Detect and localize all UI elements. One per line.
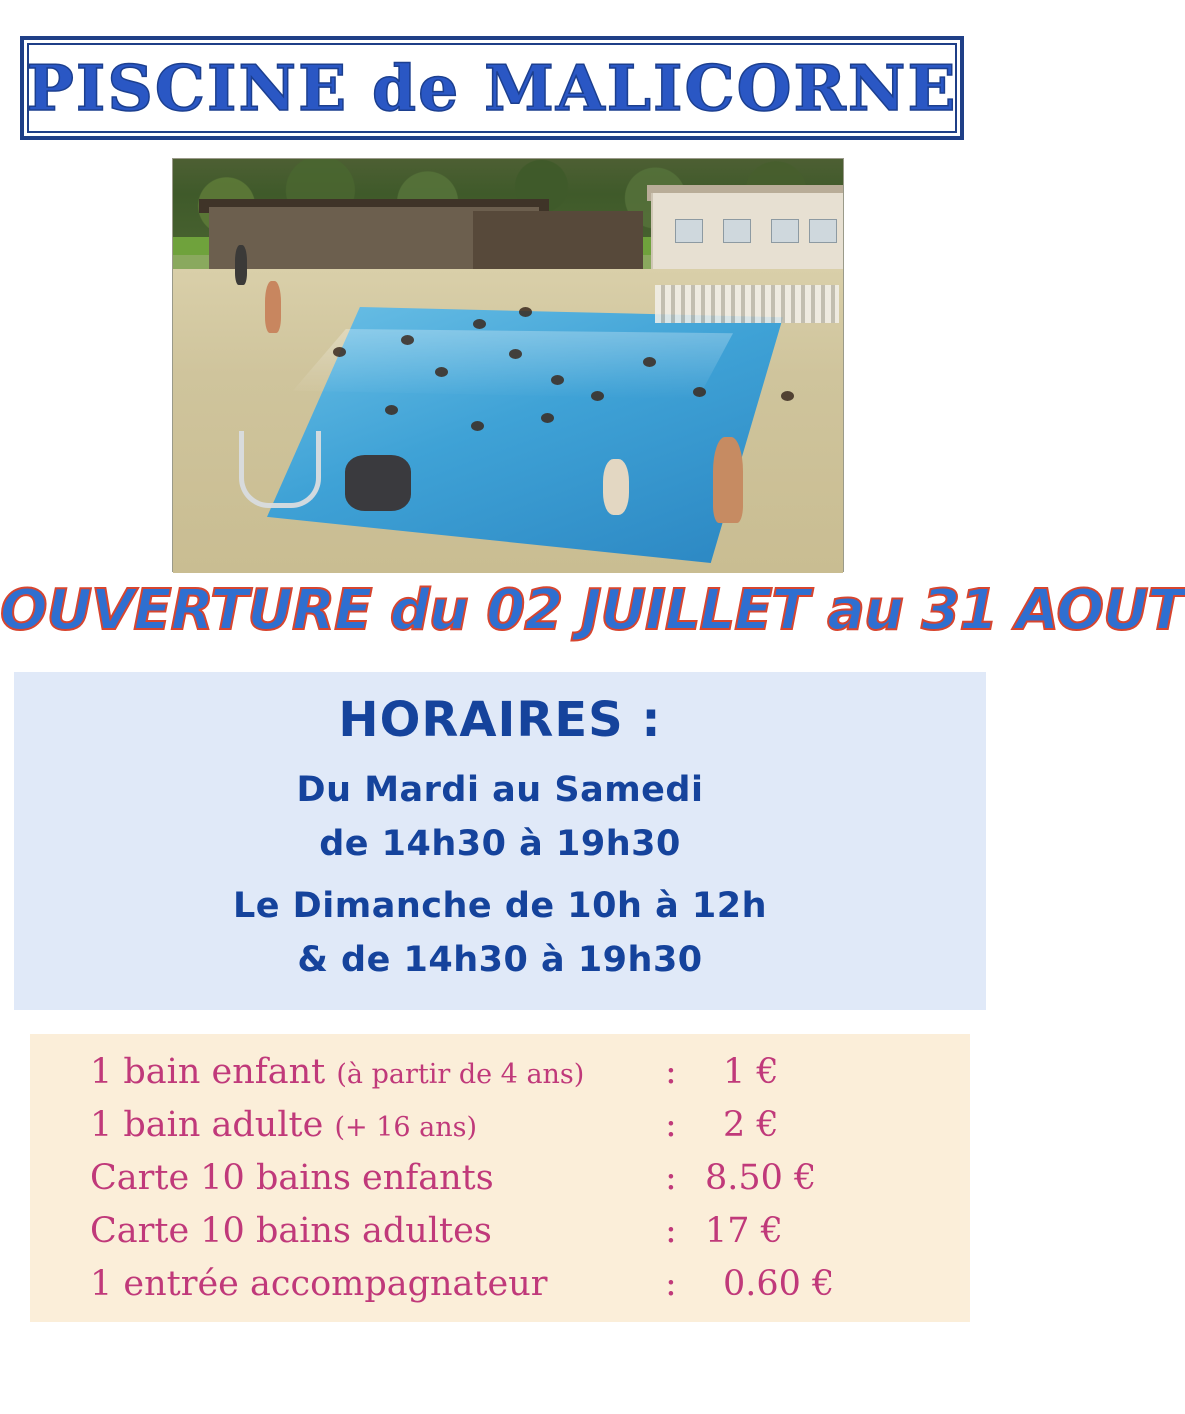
price-separator: : [665, 1158, 677, 1198]
photo-swimmer [519, 307, 532, 317]
photo-swimmer [333, 347, 346, 357]
schedule-heading: HORAIRES : [338, 692, 662, 748]
photo-swimmer [693, 387, 706, 397]
price-separator: : [665, 1211, 677, 1251]
photo-person-standing [265, 281, 281, 333]
pool-photo-image [173, 159, 843, 571]
schedule-line-4: & de 14h30 à 19h30 [297, 940, 703, 980]
price-value: 1 € [723, 1052, 779, 1092]
price-row [90, 1105, 944, 1145]
title-banner-inner [27, 43, 957, 133]
photo-swimmer [473, 319, 486, 329]
photo-swimmer [781, 391, 794, 401]
price-label-note: (à partir de 4 ans) [336, 1059, 585, 1090]
price-label-note: (+ 16 ans) [334, 1112, 478, 1143]
price-row [90, 1052, 944, 1092]
page-title: PISCINE de MALICORNE [26, 50, 958, 125]
price-row [90, 1264, 944, 1304]
schedule-block [14, 672, 986, 1010]
price-label-text: Carte 10 bains enfants [90, 1158, 494, 1198]
price-label [90, 1158, 665, 1198]
price-label [90, 1264, 665, 1304]
price-separator: : [665, 1105, 677, 1145]
photo-swimmer [471, 421, 484, 431]
price-row [90, 1211, 944, 1251]
schedule-line-1: Du Mardi au Samedi [296, 770, 704, 810]
price-label [90, 1105, 665, 1145]
price-list [30, 1034, 970, 1322]
photo-person-group [345, 455, 411, 511]
photo-fence [655, 285, 839, 323]
photo-window [771, 219, 799, 243]
schedule-line-2: de 14h30 à 19h30 [319, 824, 681, 864]
photo-swimmer [551, 375, 564, 385]
photo-swimmer [643, 357, 656, 367]
opening-dates: OUVERTURE du 02 JUILLET au 31 AOUT [0, 578, 1185, 643]
price-value: 17 € [705, 1211, 783, 1251]
price-value: 2 € [723, 1105, 779, 1145]
photo-swimmer [509, 349, 522, 359]
price-label [90, 1211, 665, 1251]
price-value: 0.60 € [723, 1264, 835, 1304]
pool-photo [172, 158, 844, 572]
photo-window [723, 219, 751, 243]
photo-swimmer [435, 367, 448, 377]
photo-window [675, 219, 703, 243]
photo-window [809, 219, 837, 243]
price-value: 8.50 € [705, 1158, 817, 1198]
price-separator: : [665, 1052, 677, 1092]
photo-swimmer [385, 405, 398, 415]
price-label-text: 1 bain adulte [90, 1105, 324, 1145]
price-label-text: 1 entrée accompagnateur [90, 1264, 548, 1304]
price-separator: : [665, 1264, 677, 1304]
photo-swimmer [401, 335, 414, 345]
schedule-line-3: Le Dimanche de 10h à 12h [232, 886, 768, 926]
price-label-text: 1 bain enfant [90, 1052, 326, 1092]
photo-pool-ladder [239, 431, 321, 508]
photo-swimmer [541, 413, 554, 423]
photo-water-highlight [293, 329, 733, 399]
photo-swimmer [591, 391, 604, 401]
title-banner [20, 36, 964, 140]
price-row [90, 1158, 944, 1198]
price-label-text: Carte 10 bains adultes [90, 1211, 492, 1251]
photo-person-standing [235, 245, 247, 285]
photo-person-seated [603, 459, 629, 515]
photo-person-seated [713, 437, 743, 523]
price-label [90, 1052, 665, 1092]
